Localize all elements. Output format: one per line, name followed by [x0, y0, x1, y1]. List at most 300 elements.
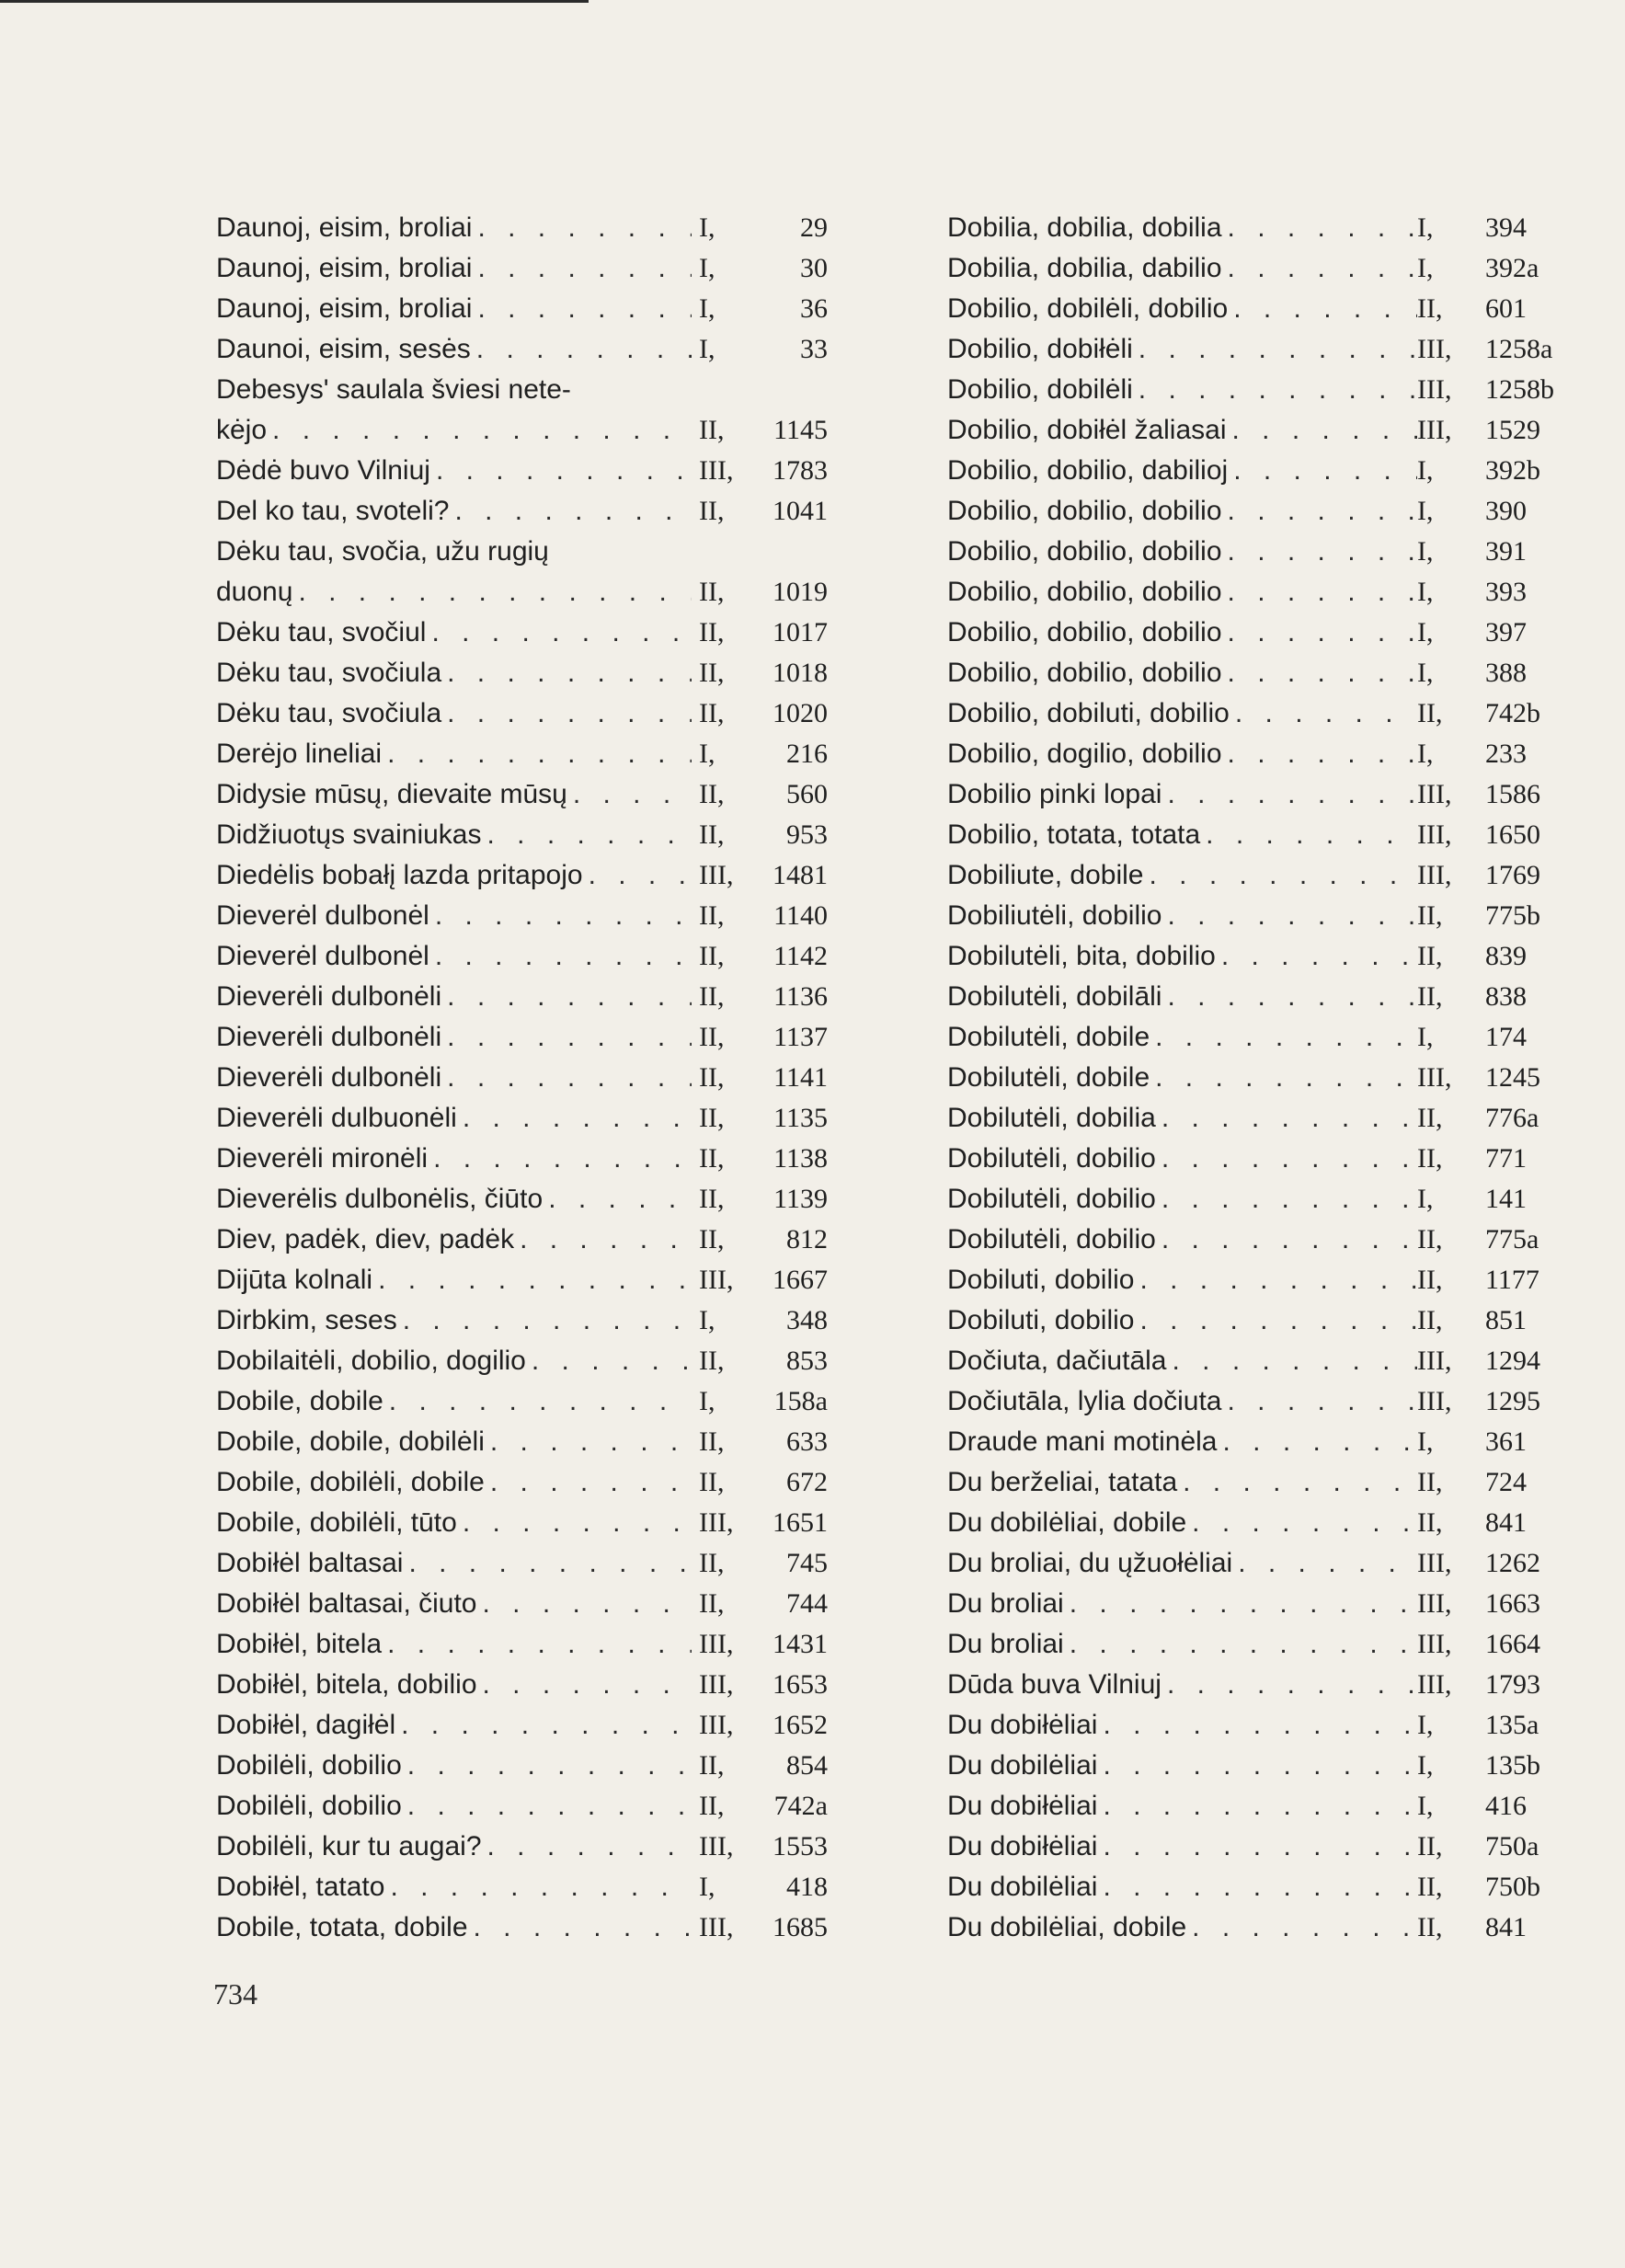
index-entry: [216, 329, 828, 370]
entry-title: Draude mani motinėla: [947, 1426, 1218, 1457]
entry-title: Dieverėli mironėli: [216, 1143, 429, 1174]
entry-number: 1651: [772, 1507, 828, 1538]
entry-title: Dobilio, dobilėli: [947, 374, 1133, 405]
index-entry: [216, 208, 828, 248]
index-entry: [216, 1058, 828, 1098]
entry-title: Dobiłėl, tatato: [216, 1872, 385, 1902]
entry-volume: I,: [699, 739, 715, 769]
entry-volume: I,: [699, 293, 715, 324]
dot-leader: [1232, 1543, 1417, 1584]
entry-title: Du broliai: [947, 1629, 1064, 1659]
entry-volume: II,: [1417, 1831, 1443, 1861]
entry-volume: II,: [699, 1103, 725, 1133]
entry-volume: I,: [699, 1305, 715, 1335]
dot-leader: [1228, 451, 1417, 491]
dot-leader: [472, 248, 692, 289]
entry-title: Dieverėli dulbonėli: [216, 1062, 442, 1093]
entry-title: Diev, padėk, diev, padėk: [216, 1224, 515, 1254]
dot-leader: [1150, 1017, 1417, 1058]
entry-title: Didysie mūsų, dievaite mūsų: [216, 779, 567, 809]
entry-volume: II,: [699, 981, 725, 1012]
entry-volume: III,: [1417, 1629, 1452, 1659]
entry-title: Dobiluti, dobilio: [947, 1305, 1135, 1335]
index-entry: [216, 1179, 828, 1220]
entry-title: Dobilėli, dobilio: [216, 1750, 402, 1781]
dot-leader: [567, 774, 692, 815]
entry-title: Dieverėl dulbonėl: [216, 941, 429, 971]
dot-leader: [292, 572, 692, 613]
dot-leader: [429, 936, 692, 977]
entry-title: Dobilio, dobiluti, dobilio: [947, 698, 1230, 728]
entry-volume: I,: [1417, 253, 1434, 283]
entry-title: Dobilutėli, dobile: [947, 1062, 1150, 1093]
entry-volume: I,: [1417, 739, 1434, 769]
entry-number: 853: [786, 1346, 828, 1376]
entry-title: Dobilutėli, dobilio: [947, 1184, 1156, 1214]
page-number: 734: [213, 1977, 257, 2010]
index-entry: [947, 1139, 1573, 1179]
dot-leader: [1133, 370, 1417, 410]
dot-leader: [1162, 896, 1417, 936]
dot-leader: [1156, 1139, 1417, 1179]
entry-number: 1140: [773, 900, 828, 931]
entry-volume: II,: [699, 577, 725, 607]
entry-volume: III,: [699, 1265, 734, 1295]
dot-leader: [1177, 1462, 1417, 1503]
index-entry: [216, 491, 828, 532]
index-entry: [947, 1503, 1573, 1543]
dot-leader: [477, 1665, 692, 1705]
index-entry: [216, 1422, 828, 1462]
entry-number: 1294: [1485, 1346, 1540, 1376]
entry-title: Dobilio, dogilio, dobilio: [947, 739, 1222, 769]
entry-number: 1769: [1485, 860, 1540, 890]
index-entry: [216, 774, 828, 815]
index-entry: [216, 653, 828, 693]
entry-volume: I,: [1417, 496, 1434, 526]
entry-title: Dobilio, dobilio, dabilioj: [947, 455, 1229, 486]
index-entry: [216, 734, 828, 774]
dot-leader: [1222, 532, 1417, 572]
index-entry: [216, 1543, 828, 1584]
entry-volume: II,: [699, 698, 725, 728]
entry-volume: III,: [1417, 819, 1452, 850]
entry-number: 1142: [773, 941, 828, 971]
entry-volume: I,: [1417, 1184, 1434, 1214]
entry-number: 1145: [773, 415, 828, 445]
entry-number: 1138: [773, 1143, 828, 1174]
dot-leader: [1222, 1381, 1418, 1422]
index-entry: [947, 1665, 1573, 1705]
entry-title: Dobilio, totata, totata: [947, 819, 1201, 850]
entry-number: 841: [1485, 1507, 1527, 1538]
dot-leader: [1200, 815, 1417, 855]
index-entry: [947, 1827, 1573, 1867]
entry-title: Dobile, dobile, dobilėli: [216, 1426, 485, 1457]
entry-volume: II,: [1417, 981, 1443, 1012]
entry-title: Derėjo lineliai: [216, 739, 383, 769]
index-entry: [216, 936, 828, 977]
entry-number: 1529: [1485, 415, 1540, 445]
dot-leader: [441, 1058, 692, 1098]
entry-volume: II,: [699, 1062, 725, 1093]
index-entry: [216, 1665, 828, 1705]
entry-title: Del ko tau, svoteli?: [216, 496, 450, 526]
entry-number: 771: [1485, 1143, 1527, 1174]
entry-title: Daunoj, eisim, broliai: [216, 212, 473, 243]
entry-number: 601: [1485, 293, 1527, 324]
entry-number: 1553: [772, 1831, 828, 1861]
dot-leader: [1166, 1341, 1417, 1381]
index-entry: [216, 977, 828, 1017]
dot-leader: [543, 1179, 692, 1220]
index-entry: [947, 774, 1573, 815]
entry-volume: I,: [699, 334, 715, 364]
dot-leader: [526, 1341, 692, 1381]
dot-leader: [403, 1543, 692, 1584]
entry-title: kėjo: [216, 415, 268, 445]
entry-volume: II,: [699, 1184, 725, 1214]
entry-number: 1135: [773, 1103, 828, 1133]
dot-leader: [457, 1098, 692, 1139]
entry-volume: III,: [1417, 415, 1452, 445]
entry-number: 1137: [773, 1022, 828, 1052]
dot-leader: [1222, 208, 1417, 248]
entry-title: Du berželiai, tatata: [947, 1467, 1178, 1497]
dot-leader: [429, 896, 692, 936]
entry-volume: II,: [699, 779, 725, 809]
entry-number: 416: [1485, 1791, 1527, 1821]
entry-number: 1793: [1485, 1669, 1540, 1700]
entry-title: duonų: [216, 577, 293, 607]
entry-volume: II,: [699, 1791, 725, 1821]
dot-leader: [395, 1705, 692, 1746]
dot-leader: [472, 208, 692, 248]
entry-title: Daunoi, eisim, sesės: [216, 334, 471, 364]
entry-volume: II,: [699, 496, 725, 526]
index-entry: [947, 1584, 1573, 1624]
entry-title: Dėdė buvo Vilniuj: [216, 455, 430, 486]
entry-number: 141: [1485, 1184, 1527, 1214]
entry-number: 742a: [773, 1791, 828, 1821]
dot-leader: [481, 815, 692, 855]
entry-title: Dieverėli dulbonėli: [216, 981, 442, 1012]
dot-leader: [1097, 1746, 1417, 1786]
index-entry-continued: Debesys' saulala šviesi nete-: [216, 374, 571, 405]
index-entry: [216, 1098, 828, 1139]
entry-volume: I,: [1417, 1791, 1434, 1821]
entry-title: Dobilio, dobilėli, dobilio: [947, 293, 1229, 324]
index-entry: [216, 1260, 828, 1300]
entry-volume: II,: [699, 1022, 725, 1052]
entry-number: 1041: [772, 496, 828, 526]
index-entry: [216, 693, 828, 734]
dot-leader: [1156, 1098, 1417, 1139]
entry-title: Dobiłėl, bitela: [216, 1629, 383, 1659]
entry-title: Dobilutėli, dobile: [947, 1022, 1150, 1052]
entry-title: Dobilėli, kur tu augai?: [216, 1831, 482, 1861]
dot-leader: [1162, 977, 1417, 1017]
entry-volume: I,: [1417, 617, 1434, 647]
entry-number: 1019: [772, 577, 828, 607]
entry-volume: II,: [699, 1467, 725, 1497]
entry-number: 36: [800, 293, 828, 324]
dot-leader: [441, 693, 692, 734]
entry-number: 1258a: [1485, 334, 1553, 364]
entry-volume: II,: [699, 1143, 725, 1174]
entry-title: Dobilia, dobilia, dobilia: [947, 212, 1222, 243]
index-entry: [216, 1907, 828, 1948]
index-entry: [216, 410, 828, 451]
index-entry: [216, 1746, 828, 1786]
entry-title: Daunoj, eisim, broliai: [216, 253, 473, 283]
entry-volume: III,: [699, 860, 734, 890]
entry-number: 742b: [1485, 698, 1540, 728]
entry-volume: I,: [699, 1386, 715, 1416]
entry-volume: II,: [699, 941, 725, 971]
entry-title: Dėku tau, svočiula: [216, 698, 442, 728]
entry-number: 1664: [1485, 1629, 1540, 1659]
entry-title: Dobilutėli, dobilio: [947, 1143, 1156, 1174]
dot-leader: [485, 1462, 692, 1503]
entry-title: Daunoj, eisim, broliai: [216, 293, 473, 324]
index-entry: [947, 370, 1573, 410]
entry-title: Dieverėlis dulbonėlis, čiūto: [216, 1184, 544, 1214]
entry-number: 394: [1485, 212, 1527, 243]
entry-volume: II,: [699, 617, 725, 647]
entry-number: 953: [786, 819, 828, 850]
entry-volume: II,: [1417, 698, 1443, 728]
entry-number: 418: [786, 1872, 828, 1902]
entry-volume: I,: [1417, 212, 1434, 243]
dot-leader: [1097, 1786, 1417, 1827]
dot-leader: [372, 1260, 692, 1300]
entry-title: Dobilio, dobilio, dobilio: [947, 496, 1222, 526]
entry-number: 1020: [772, 698, 828, 728]
dot-leader: [1222, 653, 1417, 693]
dot-leader: [1222, 613, 1417, 653]
entry-number: 1245: [1485, 1062, 1540, 1093]
index-entry: [947, 451, 1573, 491]
dot-leader: [1134, 1300, 1417, 1341]
dot-leader: [441, 977, 692, 1017]
entry-volume: I,: [1417, 536, 1434, 567]
entry-volume: III,: [1417, 1669, 1452, 1700]
entry-title: Dobilio, dobiłėl žaliasai: [947, 415, 1227, 445]
index-entry: [947, 936, 1573, 977]
index-entry: [216, 1867, 828, 1907]
index-entry: [947, 855, 1573, 896]
entry-title: Dobiłėl, bitela, dobilio: [216, 1669, 477, 1700]
entry-number: 1136: [773, 981, 828, 1012]
index-entry: [947, 1867, 1573, 1907]
dot-leader: [428, 1139, 692, 1179]
dot-leader: [382, 734, 692, 774]
index-entry: [947, 1017, 1573, 1058]
index-entry: [216, 1341, 828, 1381]
index-entry: [216, 1300, 828, 1341]
entry-volume: II,: [1417, 1912, 1443, 1942]
entry-volume: II,: [1417, 1224, 1443, 1254]
entry-title: Dirbkim, seses: [216, 1305, 397, 1335]
entry-number: 838: [1485, 981, 1527, 1012]
entry-number: 216: [786, 739, 828, 769]
entry-title: Didžiuotųs svainiukas: [216, 819, 482, 850]
entry-volume: III,: [699, 1831, 734, 1861]
entry-volume: III,: [1417, 374, 1452, 405]
index-entry: [947, 815, 1573, 855]
entry-volume: II,: [699, 415, 725, 445]
entry-title: Dobile, dobilėli, dobile: [216, 1467, 485, 1497]
entry-volume: II,: [699, 1224, 725, 1254]
entry-volume: II,: [1417, 1305, 1443, 1335]
index-entry: [947, 734, 1573, 774]
entry-number: 1177: [1485, 1265, 1539, 1295]
entry-volume: II,: [1417, 1872, 1443, 1902]
dot-leader: [441, 1017, 692, 1058]
entry-title: Dočiuta, dačiutāla: [947, 1346, 1167, 1376]
entry-number: 135b: [1485, 1750, 1540, 1781]
entry-number: 1431: [772, 1629, 828, 1659]
entry-volume: I,: [1417, 1710, 1434, 1740]
dot-leader: [1097, 1827, 1417, 1867]
entry-volume: II,: [699, 819, 725, 850]
entry-title: Dobiliutėli, dobilio: [947, 900, 1162, 931]
entry-number: 30: [800, 253, 828, 283]
entry-volume: I,: [1417, 455, 1434, 486]
entry-number: 1295: [1485, 1386, 1540, 1416]
entry-title: Dėku tau, svočiula: [216, 658, 442, 688]
index-entry: [947, 248, 1573, 289]
index-entry: [216, 1139, 828, 1179]
dot-leader: [1097, 1867, 1417, 1907]
dot-leader: [383, 1381, 692, 1422]
entry-number: 393: [1485, 577, 1527, 607]
dot-leader: [477, 1584, 692, 1624]
index-entry: [947, 1179, 1573, 1220]
index-entry: [947, 1058, 1573, 1098]
entry-volume: III,: [699, 1507, 734, 1538]
entry-volume: I,: [699, 212, 715, 243]
dot-leader: [1222, 734, 1417, 774]
entry-title: Du dobilėliai: [947, 1872, 1098, 1902]
entry-volume: I,: [1417, 1426, 1434, 1457]
entry-volume: I,: [1417, 1022, 1434, 1052]
entry-title: Du dobilėliai: [947, 1750, 1098, 1781]
entry-title: Dobilio pinki lopai: [947, 779, 1162, 809]
index-entry: [216, 1624, 828, 1665]
entry-number: 1481: [772, 860, 828, 890]
entry-number: 1663: [1485, 1588, 1540, 1619]
entry-volume: III,: [1417, 1062, 1452, 1093]
dot-leader: [482, 1827, 692, 1867]
index-entry: [216, 1017, 828, 1058]
index-entry: [947, 1624, 1573, 1665]
dot-leader: [1162, 774, 1417, 815]
index-entry: [947, 1098, 1573, 1139]
entry-title: Dobilutėli, bita, dobilio: [947, 941, 1216, 971]
dot-leader: [267, 410, 692, 451]
entry-title: Du dobiłėliai: [947, 1791, 1098, 1821]
entry-volume: I,: [1417, 658, 1434, 688]
entry-number: 388: [1485, 658, 1527, 688]
index-entry: [947, 1422, 1573, 1462]
entry-number: 776a: [1485, 1103, 1539, 1133]
entry-number: 174: [1485, 1022, 1527, 1052]
entry-volume: III,: [699, 1669, 734, 1700]
entry-volume: I,: [699, 253, 715, 283]
entry-volume: III,: [1417, 1346, 1452, 1376]
entry-volume: II,: [1417, 900, 1443, 931]
dot-leader: [1097, 1705, 1417, 1746]
dot-leader: [1222, 572, 1417, 613]
index-entry: [216, 1786, 828, 1827]
entry-number: 392b: [1485, 455, 1540, 486]
entry-volume: II,: [1417, 293, 1443, 324]
entry-volume: II,: [699, 1548, 725, 1578]
entry-number: 1018: [772, 658, 828, 688]
entry-title: Dobiłėl baltasai, čiuto: [216, 1588, 477, 1619]
entry-title: Du dobiłėliai: [947, 1831, 1098, 1861]
entry-number: 1258b: [1485, 374, 1554, 405]
entry-volume: II,: [1417, 941, 1443, 971]
entry-volume: II,: [1417, 1143, 1443, 1174]
entry-number: 33: [800, 334, 828, 364]
dot-leader: [1230, 693, 1417, 734]
dot-leader: [1156, 1179, 1417, 1220]
dot-leader: [430, 451, 692, 491]
dot-leader: [1064, 1584, 1417, 1624]
dot-leader: [1216, 936, 1417, 977]
entry-number: 750a: [1485, 1831, 1539, 1861]
index-entry: [947, 1543, 1573, 1584]
entry-number: 839: [1485, 941, 1527, 971]
entry-title: Dijūta kolnali: [216, 1265, 373, 1295]
entry-volume: II,: [1417, 1265, 1443, 1295]
dot-leader: [397, 1300, 692, 1341]
index-entry: [216, 248, 828, 289]
entry-number: 158a: [773, 1386, 828, 1416]
dot-leader: [1217, 1422, 1417, 1462]
entry-volume: I,: [699, 1872, 715, 1902]
index-entry: [947, 491, 1573, 532]
entry-title: Dobilaitėli, dobilio, dogilio: [216, 1346, 526, 1376]
dot-leader: [485, 1422, 692, 1462]
entry-number: 1586: [1485, 779, 1540, 809]
index-entry: [216, 1503, 828, 1543]
index-entry: [947, 1746, 1573, 1786]
entry-number: 135a: [1485, 1710, 1539, 1740]
index-entry: [947, 329, 1573, 370]
entry-volume: III,: [1417, 779, 1452, 809]
entry-number: 633: [786, 1426, 828, 1457]
entry-number: 812: [786, 1224, 828, 1254]
index-entry: [216, 1462, 828, 1503]
entry-number: 391: [1485, 536, 1527, 567]
entry-title: Dobiliute, dobile: [947, 860, 1144, 890]
index-entry: [947, 693, 1573, 734]
index-entry: [216, 572, 828, 613]
entry-number: 29: [800, 212, 828, 243]
entry-volume: II,: [699, 1588, 725, 1619]
entry-title: Dieverėli dulbuonėli: [216, 1103, 457, 1133]
left-index-column: [216, 208, 828, 1948]
entry-volume: III,: [699, 455, 734, 486]
index-entry: [947, 1341, 1573, 1381]
index-entry: [947, 532, 1573, 572]
entry-volume: II,: [1417, 1467, 1443, 1497]
index-entry: [216, 896, 828, 936]
